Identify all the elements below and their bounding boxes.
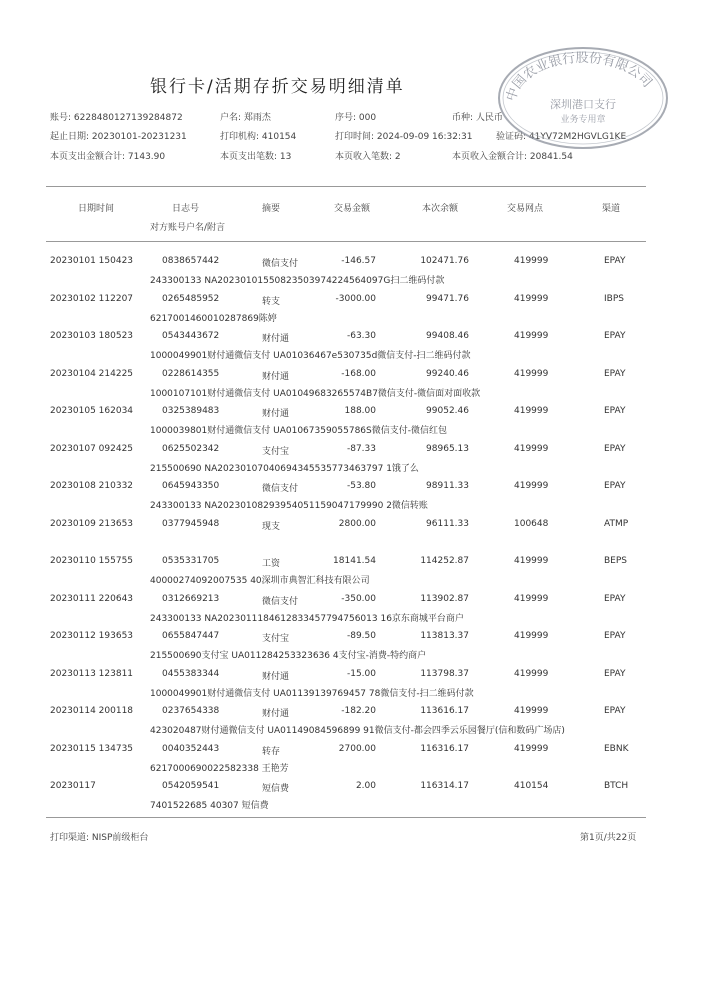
col-channel: 渠道: [602, 204, 621, 214]
row-outlet: 419999: [514, 406, 549, 416]
row-balance: 113902.87: [420, 593, 469, 604]
row-date: 20230108 210332: [50, 481, 134, 491]
row-balance: 99408.46: [426, 331, 469, 341]
row-outlet: 419999: [514, 256, 549, 266]
row-counterparty: 243300133 NA20230108293954051159047179990 2微信转账: [150, 501, 428, 511]
row-counterparty: 423020487财付通微信支付 UA01149084596899 91微信支付-都会四季云乐园餐厅(信和数码广场店): [150, 726, 565, 736]
row-summary: 短信费: [262, 784, 290, 794]
row-outlet: 419999: [514, 631, 549, 641]
row-balance: 113813.37: [420, 631, 469, 641]
row-channel: EPAY: [604, 331, 626, 341]
row-balance: 99471.76: [426, 293, 469, 304]
row-channel: EPAY: [604, 256, 626, 266]
col-amount: 交易金额: [334, 204, 371, 214]
table-bottom-rule: [46, 817, 646, 818]
row-outlet: 419999: [514, 368, 549, 379]
row-amount: 2.00: [355, 781, 376, 791]
verify-code: 验证码: 41YV72M2HGVLG1KE: [496, 132, 627, 142]
col-counterparty: 对方账号户名/附言: [150, 223, 226, 233]
row-amount: -89.50: [346, 631, 376, 641]
row-summary: 微信支付: [262, 484, 299, 494]
row-summary: 微信支付: [262, 259, 299, 269]
account-owner: 户名: 郑雨杰: [220, 113, 271, 123]
row-counterparty: 1000049901财付通微信支付 UA01036467e530735d微信支付-扫二维码付款: [150, 351, 471, 361]
row-log-number: 0237654338: [162, 706, 220, 716]
row-date: 20230110 155755: [50, 556, 134, 566]
row-counterparty: 243300133 NA2023011184612833457794756013 16京东商城平台商户: [150, 613, 464, 624]
row-summary: 财付通: [262, 409, 290, 419]
col-log: 日志号: [172, 204, 200, 214]
row-balance: 99052.46: [426, 406, 469, 416]
row-log-number: 0040352443: [162, 743, 220, 754]
row-channel: EPAY: [604, 443, 626, 454]
col-outlet: 交易网点: [507, 204, 544, 214]
row-amount: 188.00: [344, 406, 376, 416]
row-log-number: 0543443672: [162, 331, 220, 341]
row-outlet: 419999: [514, 743, 549, 754]
row-date: 20230104 214225: [50, 368, 134, 379]
row-amount: 2700.00: [338, 743, 376, 754]
col-date: 日期时间: [78, 204, 115, 214]
row-date: 20230113 123811: [50, 668, 134, 679]
row-date: 20230102 112207: [50, 293, 134, 304]
row-summary: 微信支付: [262, 596, 299, 607]
table-header-rule: [46, 241, 646, 242]
row-outlet: 419999: [514, 331, 549, 341]
row-balance: 96111.33: [426, 518, 469, 529]
row-counterparty: 6217001460010287869陈婷: [150, 313, 277, 324]
row-outlet: 419999: [514, 668, 549, 679]
row-date: 20230117: [50, 781, 96, 791]
row-outlet: 419999: [514, 481, 549, 491]
seal-label: 业务专用章: [560, 115, 606, 125]
row-counterparty: 7401522685 40307 短信费: [150, 801, 269, 811]
row-amount: -87.33: [346, 443, 376, 454]
row-outlet: 419999: [514, 593, 549, 604]
row-outlet: 419999: [514, 706, 549, 716]
row-date: 20230105 162034: [50, 406, 134, 416]
row-balance: 113616.17: [420, 706, 469, 716]
row-log-number: 0655847447: [162, 631, 220, 641]
col-summary: 摘要: [262, 204, 281, 214]
row-date: 20230111 220643: [50, 593, 134, 604]
row-channel: EPAY: [604, 668, 626, 679]
row-channel: EPAY: [604, 593, 626, 604]
bank-seal: [495, 44, 671, 152]
page-title: 银行卡/活期存折交易明细清单: [150, 77, 405, 97]
row-counterparty: 6217000690022582338 王艳芳: [150, 763, 289, 774]
row-summary: 支付宝: [262, 446, 290, 457]
row-summary: 支付宝: [262, 634, 290, 644]
row-channel: BTCH: [604, 781, 629, 791]
page-debit-total: 本页支出金额合计: 7143.90: [50, 152, 166, 162]
row-log-number: 0325389483: [162, 406, 220, 416]
row-summary: 财付通: [262, 671, 290, 682]
page-debit-count: 本页支出笔数: 13: [220, 152, 292, 162]
row-summary: 财付通: [262, 371, 290, 382]
row-counterparty: 215500690支付宝 UA011284253323636 4支付宝-消费-特约商户: [150, 651, 427, 661]
row-channel: EPAY: [604, 406, 626, 416]
row-outlet: 410154: [514, 781, 549, 791]
row-amount: -63.30: [346, 331, 376, 341]
row-outlet: 100648: [514, 518, 549, 529]
row-outlet: 419999: [514, 556, 549, 566]
row-summary: 财付通: [262, 709, 290, 719]
row-date: 20230114 200118: [50, 706, 134, 716]
print-org: 打印机构: 410154: [220, 132, 297, 142]
row-channel: EBNK: [604, 743, 629, 754]
row-counterparty: 243300133 NA20230101550823503974224564097G扫二维码付款: [150, 276, 445, 286]
row-date: 20230109 213653: [50, 518, 134, 529]
row-summary: 转存: [262, 746, 281, 757]
row-amount: -146.57: [341, 256, 376, 266]
row-summary: 现支: [262, 521, 281, 532]
row-counterparty: 1000039801财付通微信支付 UA01067359055786S微信支付-微信红包: [150, 426, 447, 436]
row-balance: 98911.33: [426, 481, 469, 491]
seal-branch: 深圳港口支行: [550, 98, 616, 111]
row-balance: 116314.17: [420, 781, 469, 791]
row-date: 20230101 150423: [50, 256, 134, 266]
row-balance: 99240.46: [426, 368, 469, 379]
row-date: 20230103 180523: [50, 331, 134, 341]
date-range: 起止日期: 20230101-20231231: [50, 132, 187, 142]
row-counterparty: 1000049901财付通微信支付 UA01139139769457 78微信支付-扫二维码付款: [150, 688, 474, 699]
row-log-number: 0455383344: [162, 668, 220, 679]
page-credit-count: 本页收入笔数: 2: [335, 152, 401, 162]
seal-arc-text: 中国农业银行股份有限公司: [503, 50, 655, 104]
account-number: 账号: 6228480127139284872: [50, 113, 183, 123]
row-log-number: 0838657442: [162, 256, 220, 266]
row-amount: -168.00: [341, 368, 376, 379]
row-channel: ATMP: [604, 518, 629, 529]
table-top-rule: [46, 186, 646, 187]
row-date: 20230107 092425: [50, 443, 134, 454]
row-channel: EPAY: [604, 706, 626, 716]
row-amount: 18141.54: [333, 556, 376, 566]
row-log-number: 0542059541: [162, 781, 220, 791]
page-indicator: 第1页/共22页: [580, 833, 637, 843]
row-balance: 98965.13: [426, 443, 469, 454]
row-summary: 转支: [262, 296, 281, 307]
row-log-number: 0377945948: [162, 518, 220, 529]
row-date: 20230115 134735: [50, 743, 134, 754]
row-log-number: 0645943350: [162, 481, 220, 491]
row-log-number: 0535331705: [162, 556, 220, 566]
page-credit-total: 本页收入金额合计: 20841.54: [452, 152, 573, 162]
row-log-number: 0625502342: [162, 443, 220, 454]
row-amount: -350.00: [341, 593, 376, 604]
sequence-number: 序号: 000: [335, 113, 377, 123]
row-amount: -15.00: [346, 668, 376, 679]
row-counterparty: 40000274092007535 40深圳市典智汇科技有限公司: [150, 576, 370, 586]
row-channel: IBPS: [604, 293, 624, 304]
row-amount: 2800.00: [338, 518, 376, 529]
row-balance: 102471.76: [420, 256, 469, 266]
row-balance: 116316.17: [420, 743, 469, 754]
row-amount: -53.80: [346, 481, 376, 491]
row-channel: EPAY: [604, 631, 626, 641]
row-counterparty: 1000107101财付通微信支付 UA01049683265574B7微信支付-微信面对面收款: [150, 388, 481, 399]
row-channel: EPAY: [604, 481, 626, 491]
col-balance: 本次余额: [422, 204, 459, 214]
row-summary: 工资: [262, 559, 281, 569]
currency: 币种: 人民币: [452, 113, 503, 123]
row-balance: 114252.87: [420, 556, 469, 566]
row-counterparty: 215500690 NA20230107040694345535773463797 1饿了么: [150, 463, 419, 474]
row-log-number: 0312669213: [162, 593, 220, 604]
row-amount: -3000.00: [335, 293, 376, 304]
row-date: 20230112 193653: [50, 631, 134, 641]
row-outlet: 419999: [514, 293, 549, 304]
print-channel: 打印渠道: NISP前级柜台: [50, 833, 149, 843]
row-channel: BEPS: [604, 556, 628, 566]
row-summary: 财付通: [262, 334, 290, 344]
row-outlet: 419999: [514, 443, 549, 454]
row-channel: EPAY: [604, 368, 626, 379]
print-time: 打印时间: 2024-09-09 16:32:31: [335, 132, 473, 142]
row-log-number: 0228614355: [162, 368, 220, 379]
row-log-number: 0265485952: [162, 293, 220, 304]
row-balance: 113798.37: [420, 668, 469, 679]
row-amount: -182.20: [341, 706, 376, 716]
